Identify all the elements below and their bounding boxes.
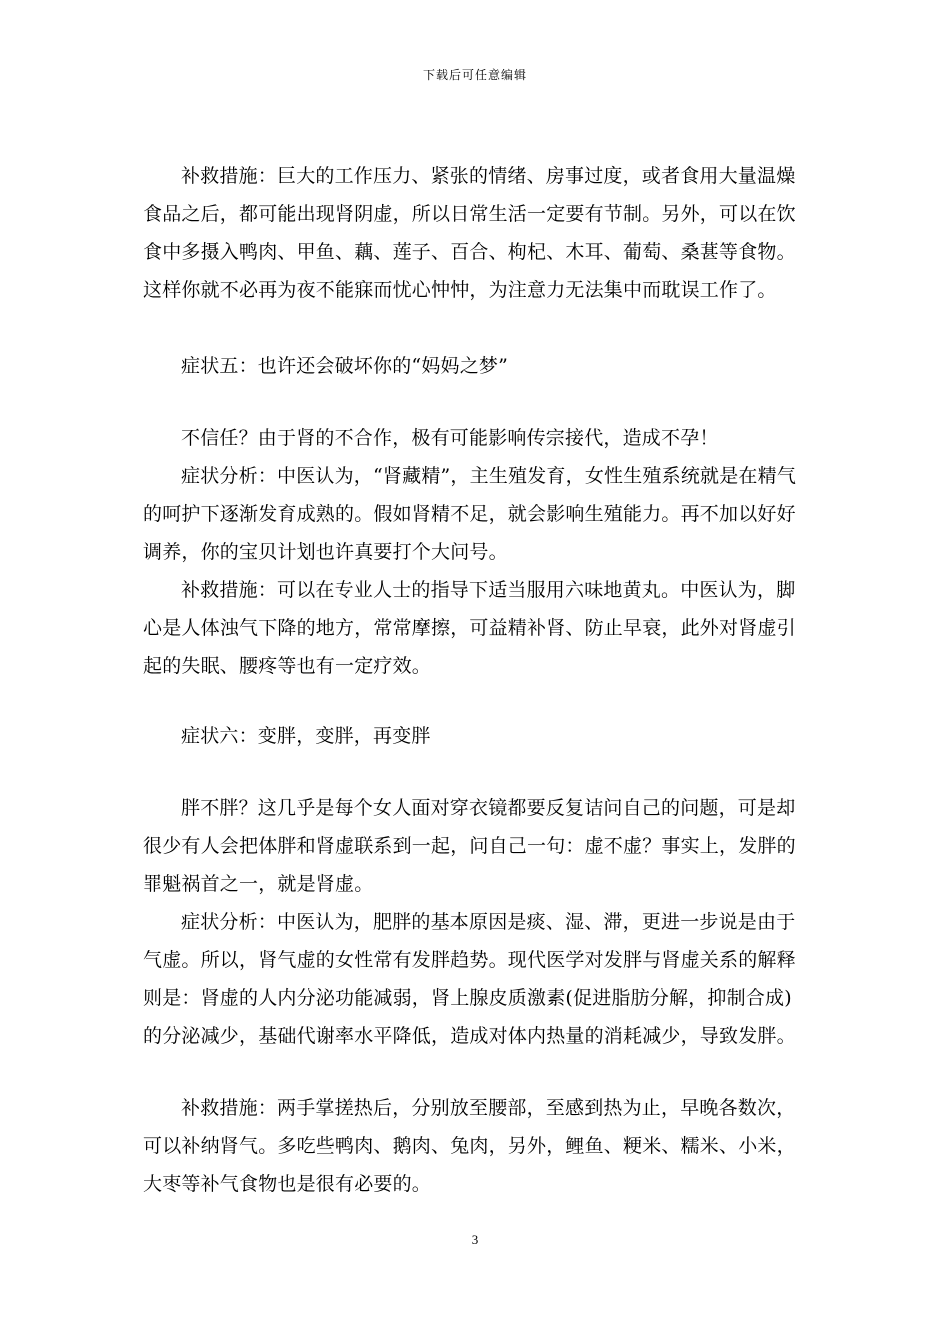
page-number: 3 [471,1232,479,1247]
page-header: 下载后可任意编辑 [422,68,527,82]
paragraph-remedy-5: 补救措施：可以在专业人士的指导下适当服用六味地黄丸。中医认为，脚心是人体浊气下降的地方，常常摩擦，可益精补肾、防止早衰，此外对肾虚引起的失眠、腰疼等也有一定疗效。 [143,579,796,677]
paragraph-remedy-6: 补救措施：两手掌搓热后，分别放至腰部，至感到热为止，早晚各数次，可以补纳肾气。多吃些鸭肉、鹅肉、兔肉，另外，鲤鱼、粳米、糯米、小米，大枣等补气食物也是很有必要的。 [143,1097,796,1195]
paragraph-remedy-1: 补救措施：巨大的工作压力、紧张的情绪、房事过度，或者食用大量温燥食品之后，都可能出现肾阴虚，所以日常生活一定要有节制。另外，可以在饮食中多摄入鸭肉、甲鱼、藕、莲子、百合、枸杞、木耳、葡萄、桑葚等食物。这样你就不必再为夜不能寐而忧心忡忡，为注意力无法集中而耽误工作了。 [143,165,796,301]
heading-symptom-6: 症状六：变胖，变胖，再变胖 [181,725,431,747]
paragraph-analysis-5: 症状分析：中医认为，“肾藏精”，主生殖发育，女性生殖系统就是在精气的呵护下逐渐发育成熟的。假如肾精不足，就会影响生殖能力。再不加以好好调养，你的宝贝计划也许真要打个大问号。 [143,465,797,563]
paragraph-distrust: 不信任？由于肾的不合作，极有可能影响传宗接代，造成不孕！ [181,427,719,449]
paragraph-fat-question: 胖不胖？这几乎是每个女人面对穿衣镜都要反复诘问自己的问题，可是却很少有人会把体胖和肾虚联系到一起，问自己一句：虚不虚？事实上，发胖的罪魁祸首之一，就是肾虚。 [143,797,796,895]
heading-symptom-5: 症状五：也许还会破坏你的“妈妈之梦” [181,355,509,377]
paragraph-analysis-6: 症状分析：中医认为，肥胖的基本原因是痰、湿、滞，更进一步说是由于气虚。所以，肾气虚的女性常有发胖趋势。现代医学对发胖与肾虚关系的解释则是：肾虚的人内分泌功能减弱，肾上腺皮质激素(促进脂肪分解，抑制合成)的分泌减少，基础代谢率水平降低，造成对体内热量的消耗减少，导致发胖。 [143,911,796,1047]
